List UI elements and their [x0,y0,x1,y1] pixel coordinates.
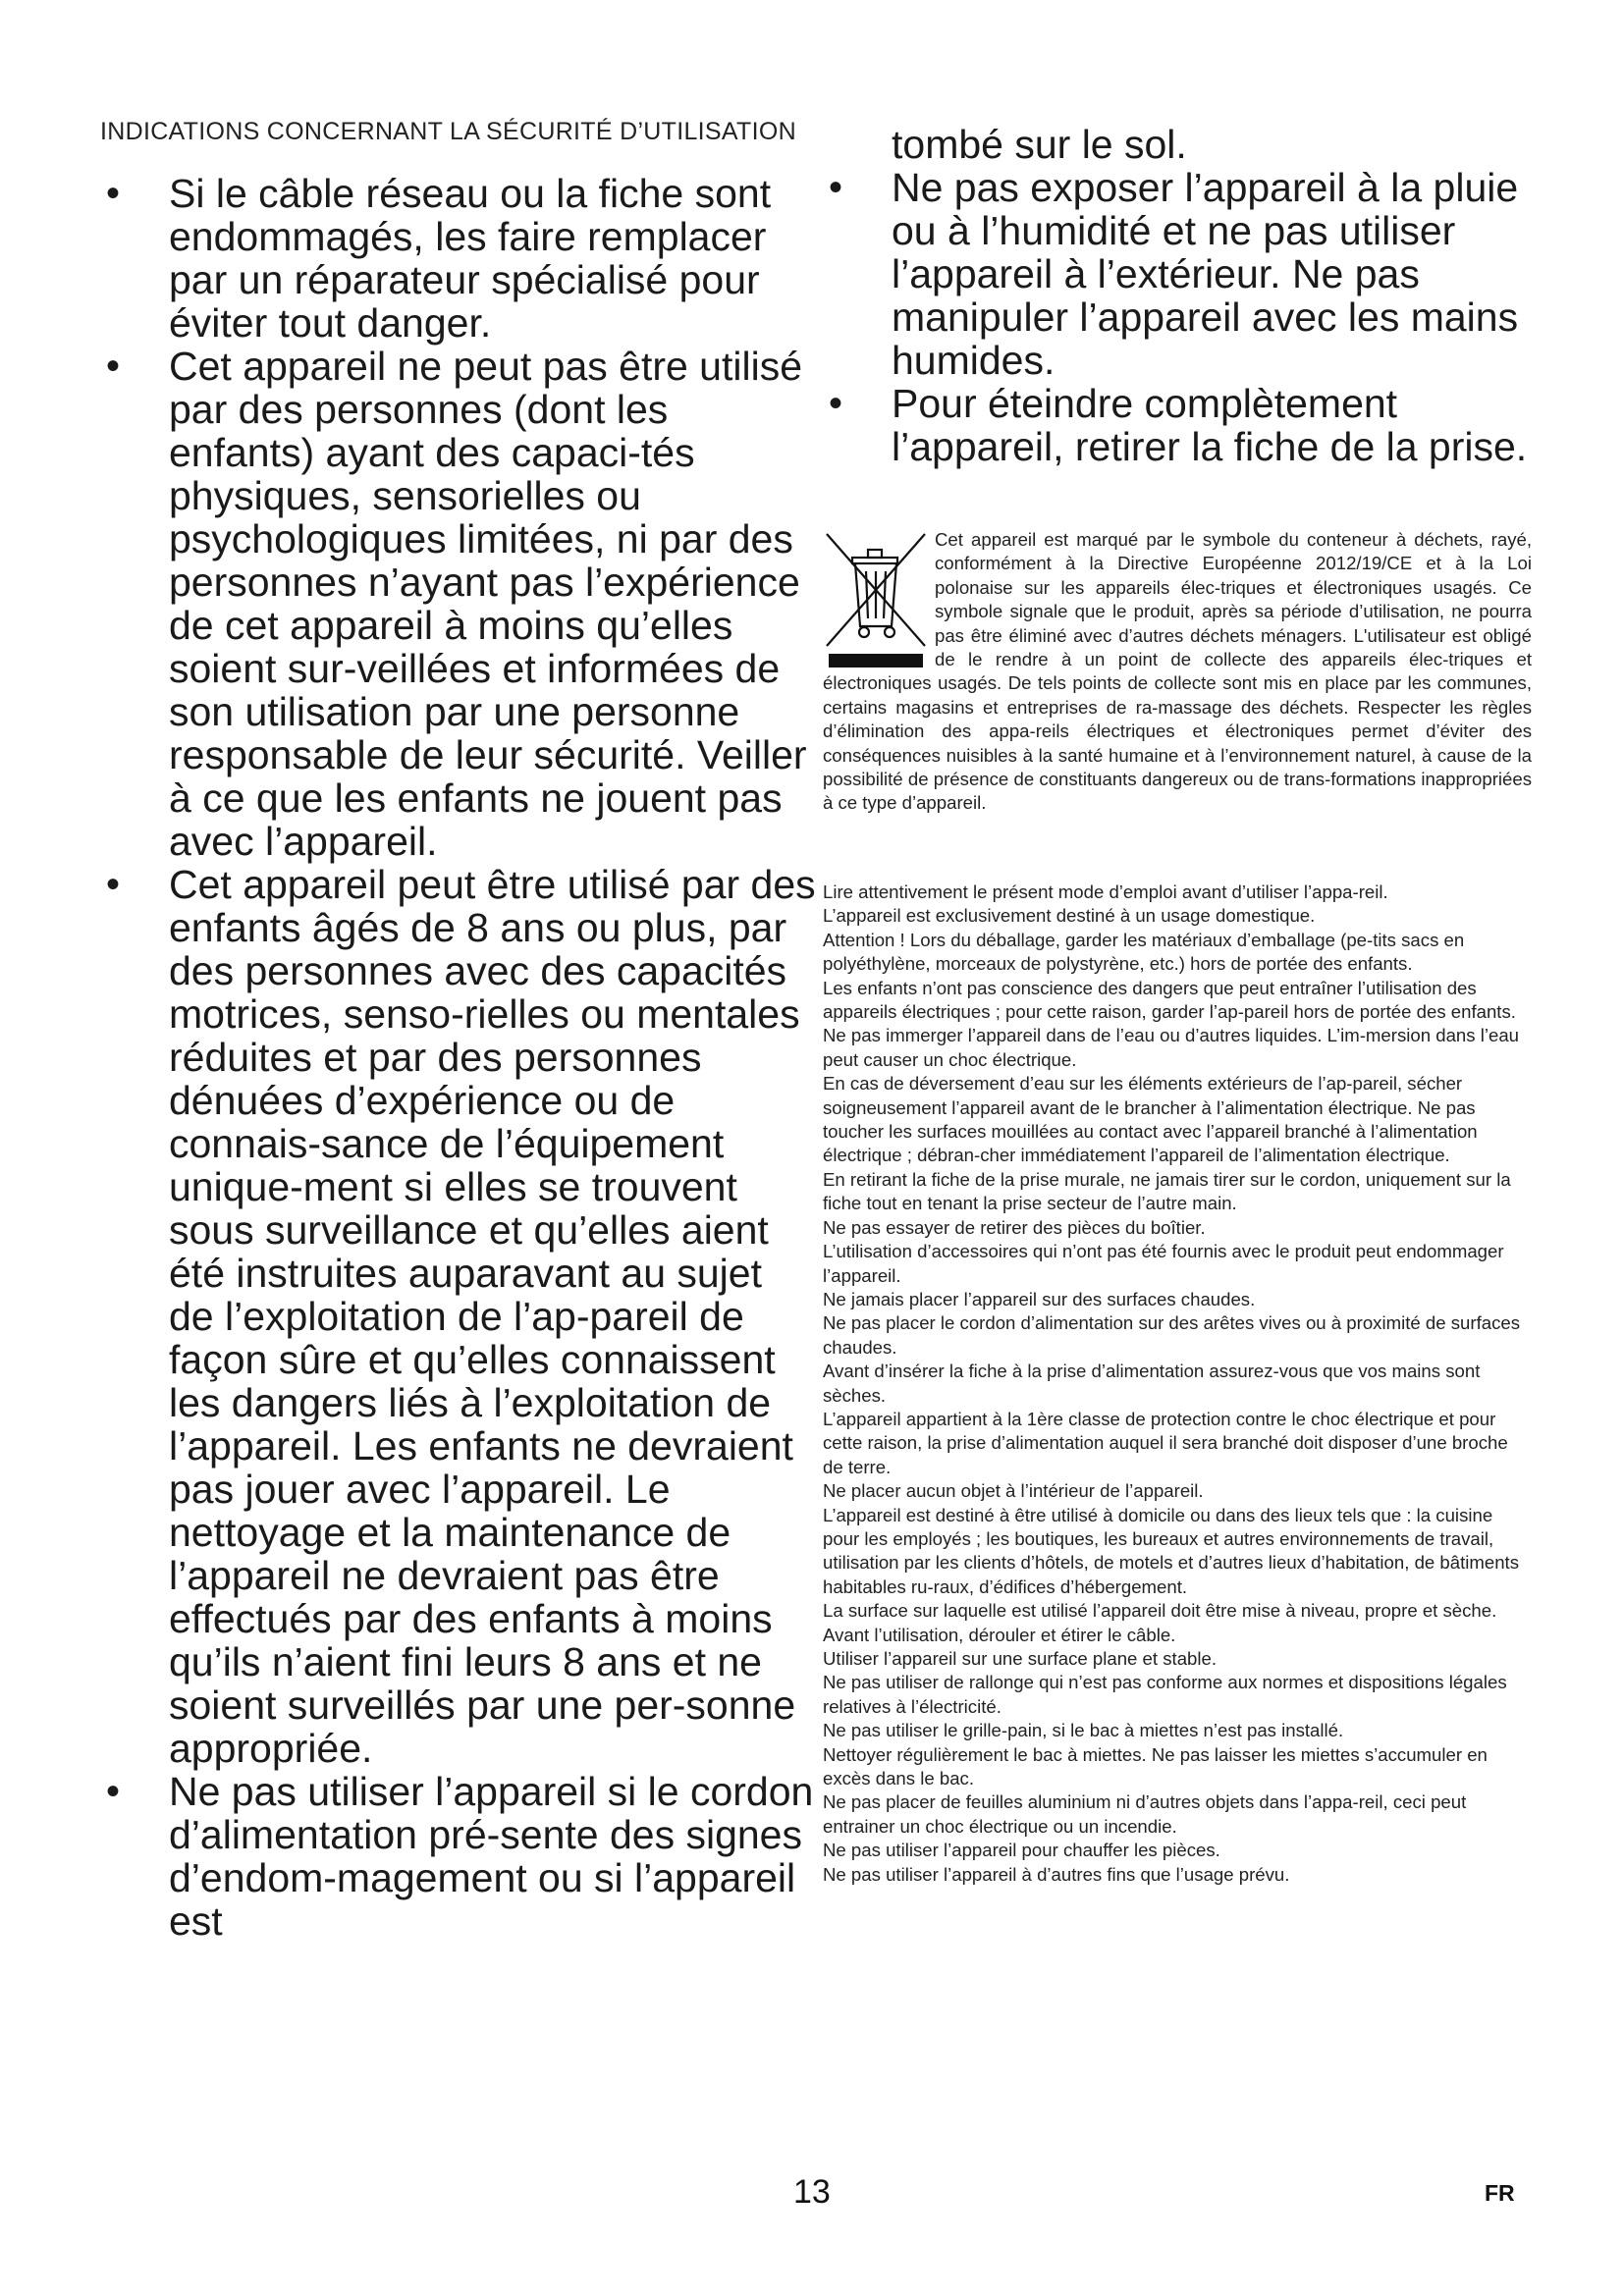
language-code: FR [1485,2180,1515,2206]
safety-note: La surface sur laquelle est utilisé l’appareil doit être mise à niveau, propre et sèche. [823,1600,1497,1622]
safety-note: Ne pas utiliser l’appareil pour chauffer les pièces. [823,1840,1220,1861]
safety-note: Avant l’utilisation, dérouler et étirer le câble. [823,1624,1176,1645]
bullet-item: • Ne pas exposer l’appareil à la pluie ou à l’humidité et ne pas utiliser l’appareil à l’extérieur. Ne pas manipuler l’appareil avec les mains humides. [823,166,1532,382]
safety-note: L’appareil appartient à la 1ère classe de protection contre le choc électrique et pour cette raison, la prise d’alimentation auquel il sera branché doit disposer d’une broche de terre. [823,1408,1508,1477]
safety-note: Ne pas essayer de retirer des pièces du boîtier. [823,1216,1206,1238]
left-column-bullet-list [100,172,817,1943]
safety-note: Attention ! Lors du déballage, garder les matériaux d’emballage (pe-tits sacs en polyéthylène, morceaux de polystyrène, etc.) hors de portée des enfants. [823,929,1465,975]
safety-note: Ne pas placer le cordon d’alimentation sur des arêtes vives ou à proximité de surfaces chaudes. [823,1312,1521,1358]
safety-note: Utiliser l’appareil sur une surface plane et stable. [823,1648,1218,1669]
page-number: 13 [793,2173,831,2211]
right-column-bullet-list [823,166,1532,468]
safety-note: Avant d’insérer la fiche à la prise d’alimentation assurez-vous que vos mains sont sèches. [823,1361,1481,1406]
safety-note: Ne placer aucun objet à l’intérieur de l’appareil. [823,1480,1204,1502]
safety-note: L’utilisation d’accessoires qui n’ont pas été fournis avec le produit peut endommager l’appareil. [823,1241,1504,1286]
weee-notice-text: Cet appareil est marqué par le symbole du conteneur à déchets, rayé, conformément à la Directive Européenne 2012/19/CE et à la Loi polonaise sur les appareils élec-triques et électroniques usagés. Ce symbole signale que le produit, après sa période d’utilisation, ne pourra pas être éliminé avec d’autres déchets ménagers. L'utilisateur est obligé de le rendre à un point de collecte des appareils élec-triques et électroniques usagés. De tels points de collecte sont mis en place par les communes, certains magasins et entreprises de ra-massage des déchets. Respecter les règles d’élimination des appa-reils électriques et électroniques permet d’éviter des conséquences nuisibles à la santé humaine et à l’environnement naturel, à cause de la possibilité de présence de constituants dangereux ou de trans-formations inappropriées à ce type d’appareil. [823,529,1532,814]
bullet-item: • Cet appareil ne peut pas être utilisé par des personnes (dont les enfants) ayant des capaci-tés physiques, sensorielles ou psychologiques limitées, ni par des personnes n’ayant pas l’expérience de cet appareil à moins qu’elles soient sur-veillées et informées de son utilisation par une personne responsable de leur sécurité. Veiller à ce que les enfants ne jouent pas avec l’appareil. [100,345,817,863]
bullet-continuation: tombé sur le sol. [892,122,1187,167]
right-column-bullets [823,123,1532,468]
safety-note: Ne pas immerger l’appareil dans de l’eau ou d’autres liquides. L’im-mersion dans l’eau peut causer un choc électrique. [823,1025,1520,1070]
safety-note: Ne jamais placer l’appareil sur des surfaces chaudes. [823,1288,1256,1309]
bullet-item: • Ne pas utiliser l’appareil si le cordon d’alimentation pré-sente des signes d’endom-magement ou si l’appareil est [100,1770,817,1943]
crossed-out-wheelie-bin-icon [823,528,929,670]
weee-notice [823,528,1532,816]
safety-note: Nettoyer régulièrement le bac à miettes. Ne pas laisser les miettes s’accumuler en excès dans le bac. [823,1743,1488,1789]
safety-note: Ne pas utiliser le grille-pain, si le bac à miettes n’est pas installé. [823,1720,1344,1741]
safety-note: L’appareil est destiné à être utilisé à domicile ou dans des lieux tels que : la cuisine pour les employés ; les boutiques, les bureaux et autres environnements de travail, utilisation par les clients d’hôtels, de motels et d’autres lieux d’habitation, de bâtiments habitables ru-raux, d’édifices d’hébergement. [823,1504,1520,1597]
bullet-item: • Si le câble réseau ou la fiche sont endommagés, les faire remplacer par un réparateur spécialisé pour éviter tout danger. [100,172,817,345]
safety-note: En cas de déversement d’eau sur les éléments extérieurs de l’ap-pareil, sécher soigneusement l’appareil avant de le brancher à l’alimentation électrique. Ne pas toucher les surfaces mouillées au contact avec l’appareil branché à l’alimentation électrique ; débran-cher immédiatement l’appareil de l’alimentation électrique. [823,1073,1478,1166]
bullet-item: • Cet appareil peut être utilisé par des enfants âgés de 8 ans ou plus, par des personnes avec des capacités motrices, senso-rielles ou mentales réduites et par des personnes dénuées d’expérience ou de connais-sance de l’équipement unique-ment si elles se trouvent sous surveillance et qu’elles aient été instruites auparavant au sujet de l’exploitation de l’ap-pareil de façon sûre et qu’elles connaissent les dangers liés à l’exploitation de l’appareil. Les enfants ne devraient pas jouer avec l’appareil. Le nettoyage et la maintenance de l’appareil ne devraient pas être effectués par des enfants à moins qu’ils n’aient fini leurs 8 ans et ne soient surveillés par une per-sonne appropriée. [100,863,817,1770]
safety-note: L’appareil est exclusivement destiné à un usage domestique. [823,905,1316,927]
safety-note: Ne pas utiliser l’appareil à d’autres fins que l’usage prévu. [823,1863,1290,1885]
safety-note: En retirant la fiche de la prise murale, ne jamais tirer sur le cordon, uniquement sur la fiche tout en tenant la prise secteur de l’autre main. [823,1168,1511,1214]
section-heading: INDICATIONS CONCERNANT LA SÉCURITÉ D’UTILISATION [100,118,796,145]
safety-note: Ne pas utiliser de rallonge qui n’est pas conforme aux normes et dispositions légales relatives à l’électricité. [823,1672,1507,1717]
safety-note: Ne pas placer de feuilles aluminium ni d’autres objets dans l’appa-reil, ceci peut entrainer un choc électrique ou un incendie. [823,1791,1467,1837]
safety-note: Les enfants n’ont pas conscience des dangers que peut entraîner l’utilisation des appareils électriques ; pour cette raison, garder l’ap-pareil hors de portée des enfants. [823,977,1516,1023]
bullet-item: • Pour éteindre complètement l’appareil, retirer la fiche de la prise. [823,382,1532,468]
safety-note: Lire attentivement le présent mode d’emploi avant d’utiliser l’appa-reil. [823,881,1388,902]
safety-notes [823,881,1532,1887]
